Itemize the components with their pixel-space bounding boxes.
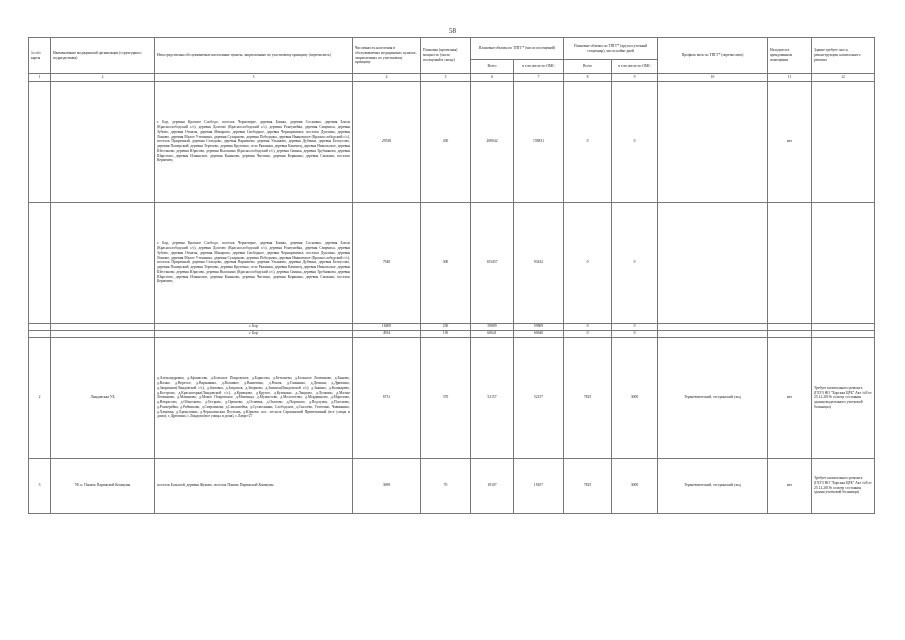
table-row [29,337,875,458]
cell-capacity: 370 [421,337,471,458]
header-vol-oms: в том числе по ОМС [514,60,564,74]
header-plan-volume: Плановые объемы по ТПГГ* (число посещений) [471,38,564,60]
cell-resident [768,202,812,323]
col-number: 3 [155,74,353,82]
cell-vol-oms: 18107 [514,458,564,513]
col-number: 5 [421,74,471,82]
cell-capacity: 300 [421,202,471,323]
cell-resident: нет [768,458,812,513]
col-number: 6 [471,74,514,82]
cell-round-oms: 3000 [612,337,658,458]
col-number: 7 [514,74,564,82]
cell-round-oms: 3000 [612,458,658,513]
cell-population: 3699 [353,458,421,513]
cell-round-total: 7825 [564,458,612,513]
table-row [29,202,875,323]
cell-population: 29538 [353,81,421,202]
cell-round-total: 0 [564,323,612,330]
header-resident: Находится в арендованном помещении [768,38,812,74]
header-plan-round: Плановые объемы по ТПГГ* (круглосуточный стационар), число койко-дней [564,38,658,60]
cell-round-total: 0 [564,81,612,202]
col-number: 11 [768,74,812,82]
cell-vol-total: 18107 [471,458,514,513]
cell-repair: Требует капитального ремонта (ГБУЗ НО "Борская ЦРБ" Акт №8 от 25.12.2019г осмотр состояния здания выделенного учетковой больницы) [812,337,875,458]
header-profile: Профиль коек по ТПГГ* (перечислить) [658,38,768,74]
cell-org: УБ п. Память Парижской Коммуны [51,458,155,513]
cell-capacity: 450 [421,81,471,202]
cell-repair [812,81,875,202]
cell-no: 2 [29,337,51,458]
cell-settlements: д.Александровка, д.Афонасово, д.Большое Покровское, д.Борисово, д.Бетьгнево, д.Большое Литвиново, д.Быково, д.Валки, д.Вересье, д.Варнавино, д.Вошивот, д.Ванютино, д.Рожок, д.Глинкино, д.Демкин, д.Дрюпино, д.Заприяное(Линдовской с/с), д.Зимовка, д.Затрапок, д.Зворково, д.Замятья(Линдовской с/с), д.Зыкино, д.Кошкарево, д.Кострово, д.Красногорка(Линдовской с/с), д.Кривцово, д.Крутое, д.Кузякино, д.Линдово, д.Лучкино, д.Малые Литвиново, д.Мамяково, д.Мокое Покровское, д.Митинцы, д.Мунистово, д.Мологотово, д.Мордвиново, д.Морозово, д.Некрасово, д.Обмотково, д.Острово, д.Орешово, д.Осиевка, д.Окатово, д.Портново, д.Подлунтя, д.Плосково, д.Ронхерейка, д.Рябчиково, д.Сверлинова, д.Смышлейка, д.Сухмолинки, Слободское, д.Сысоево, Телегино, Чавинкино, д.Хамовка, д.Хренушино, д.Черноленская Пустынь, д.Юрьево, пос. лесхоза Саржинский Приветкиный (все улицы и дома); г. Дрюпино, с.Линдово(все улицы и дома), с.Лавро-27 [155,337,353,458]
page-number: 58 [449,27,456,35]
col-number: 4 [353,74,421,82]
cell-vol-total: 59809 [471,323,514,330]
cell-sub-label: г. Бор [155,330,353,337]
hospital-table [28,37,875,514]
cell-round-oms: 0 [612,330,658,337]
cell-vol-oms: 52157 [514,337,564,458]
header-capacity: Плановая (проектная) мощность (число посещений в смену) [421,38,471,74]
cell-vol-total: 103457 [471,202,514,323]
col-number: 12 [812,74,875,82]
cell-settlements: поселок Большой, деревня Жуково, поселок Память Парижской Коммуны [155,458,353,513]
col-number: 2 [51,74,155,82]
cell-round-oms: 0 [612,323,658,330]
col-number: 1 [29,74,51,82]
cell-org: Линдовская УБ [51,337,155,458]
cell-settlements: г. Бор, деревня Красное Слободо, поселок Чернозерье, деревня Блины, деревня Сосновка, деревня Блохи (Краснослободский с/с), деревня Долгово (Краснослободский с/с), деревня Ронгунейка, деревня Свирчиха, деревня Зубово, деревня Отмазы, деревня Макарово, деревня Свободное, деревня Чернораменье, поселок Дуплино, деревня Лыково, деревня Малое Утешкино, деревня Сухарново, деревня Победилка, деревня Ивановское (Краснослободский с/с), поселок Приречный, деревня Сельцово, деревня Варначево, деревня Ульяново, деревня Дубенки, деревня Белоусово, деревня Пашерский, деревня Терехово, деревня Крутенко, село Ряжинки, деревня Каменец, деревня Никольское, деревня Шестаково, деревня Юрасово, деревня Высокино (Краснослободский с/с), деревня Свинка, деревня Трубниково, деревня Шарстово, деревня Ильинское, деревня Каньково, деревня Чистино, деревня Корякино, деревня Смахино, поселок Керженец [155,81,353,202]
cell-vol-total: 52157 [471,337,514,458]
col-number: 8 [564,74,612,82]
cell-capacity: 150 [421,330,471,337]
cell-resident: нет [768,81,812,202]
header-repair: Здание требует сноса, реконструкции, капитального ремонта [812,38,875,74]
cell-round-total: 0 [564,202,612,323]
cell-org [51,202,155,323]
col-number: 10 [658,74,768,82]
cell-org [51,81,155,202]
cell-capacity: 250 [421,323,471,330]
cell-vol-total: 208042 [471,81,514,202]
cell-settlements: г. Бор, деревня Красное Слободо, поселок Чернозерье, деревня Блины, деревня Сосновка, деревня Блохи (Краснослободский с/с), деревня Долгово (Краснослободский с/с), деревня Ронгунейка, деревня Свирчиха, деревня Зубово, деревня Отмазы, деревня Макарово, деревня Свободное, деревня Чернораменье, поселок Дуплино, деревня Лыково, деревня Малое Утешкино, деревня Сухарново, деревня Победилка, деревня Ивановское (Краснослободский с/с), поселок Приречный, деревня Сельцово, деревня Варначево, деревня Ульяново, деревня Дубенки, деревня Белоусово, деревня Пашерский, деревня Терехово, деревня Крутенко, село Ряжинки, деревня Каменец, деревня Никольское, деревня Шестаково, деревня Юрасово, деревня Высокино (Краснослободский с/с), деревня Свинка, деревня Трубниково, деревня Шарстово, деревня Ильинское, деревня Каньково, деревня Чистино, деревня Корякино, деревня Смахино, поселок Керженец [155,202,353,323]
cell-sub-label: г. Бор [155,323,353,330]
cell-repair: Требует капитального ремонта (ГБУЗ НО "Борская ЦРБ" Акт №8 от 25.12.2019г осмотр состояния здания учетковой больницы) [812,458,875,513]
cell-round-oms: 0 [612,202,658,323]
cell-vol-oms: 60640 [514,330,564,337]
cell-no [29,202,51,323]
cell-capacity: 70 [421,458,471,513]
cell-round-oms: 0 [612,81,658,202]
table-row [29,323,875,330]
header-round-oms: в том числе по ОМС [612,60,658,74]
cell-population: 4934 [353,330,421,337]
table-row [29,330,875,337]
cell-resident: нет [768,337,812,458]
cell-profile [658,202,768,323]
header-round-total: Всего [564,60,612,74]
header-population: Численность населения в обслуживаемых медицинских пунктах, закрепленных по участковому принципу [353,38,421,74]
cell-profile: Терапевтический, сестринский уход [658,337,768,458]
header-vol-total: Всего [471,60,514,74]
header-org: Наименование медицинской организации (структурного подразделения) [51,38,155,74]
cell-vol-oms: 93432 [514,202,564,323]
cell-vol-oms: 158831 [514,81,564,202]
table-row [29,458,875,513]
col-number: 9 [612,74,658,82]
cell-round-total: 0 [564,330,612,337]
header-settlements: Непосредственно обслуживаемые населенные пункты, закрепленные по участковому принципу (перечислить) [155,38,353,74]
cell-vol-total: 60641 [471,330,514,337]
cell-no: 3 [29,458,51,513]
header-no: № п/п карты [29,38,51,74]
table-row [29,81,875,202]
cell-population: 18409 [353,323,421,330]
cell-no [29,81,51,202]
cell-vol-oms: 59809 [514,323,564,330]
cell-repair [812,202,875,323]
cell-profile [658,81,768,202]
cell-round-total: 7825 [564,337,612,458]
cell-profile: Терапевтический, сестринский уход [658,458,768,513]
cell-population: 6731 [353,337,421,458]
cell-population: 7948 [353,202,421,323]
